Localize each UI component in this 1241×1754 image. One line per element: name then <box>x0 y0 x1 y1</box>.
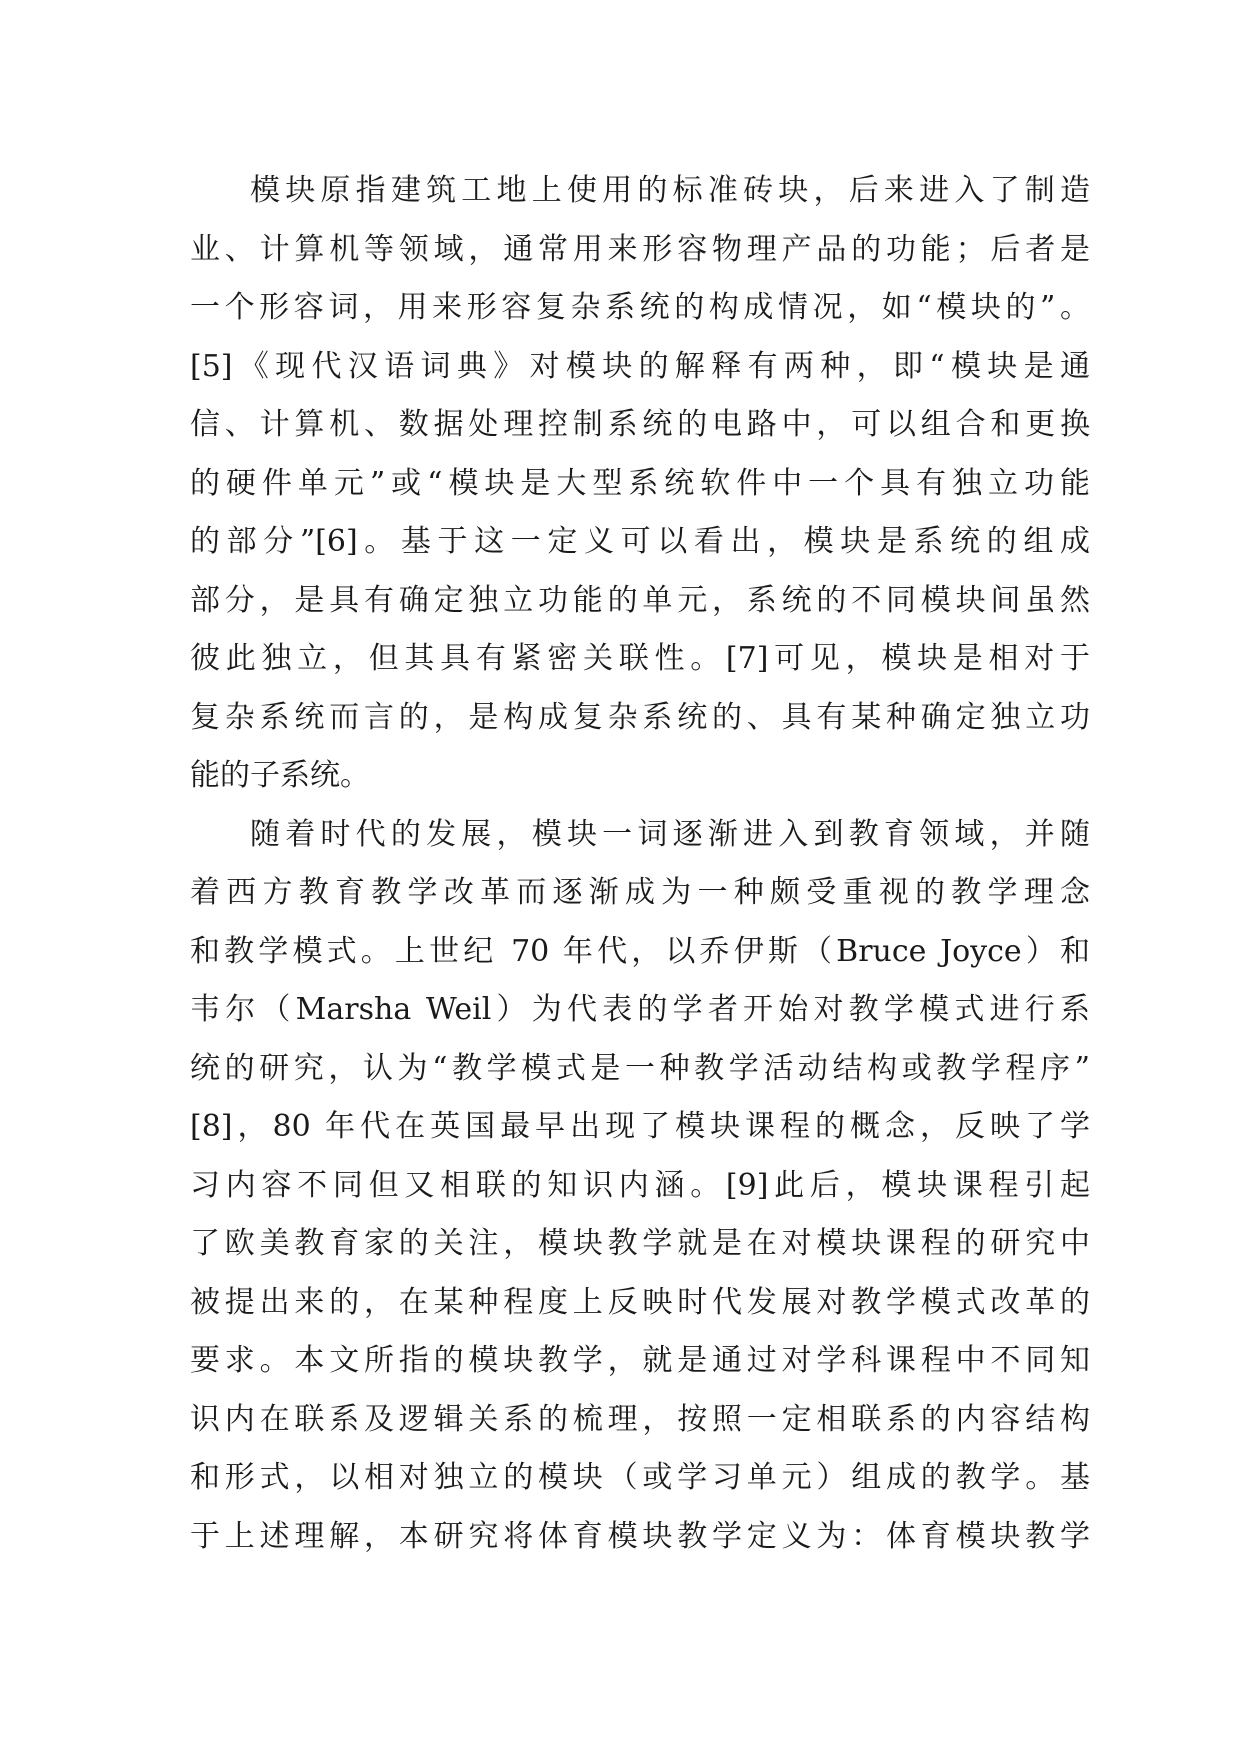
text-line: 能的子系统。 <box>190 758 370 793</box>
text-line: 部分，是具有确定独立功能的单元，系统的不同模块间虽然 <box>190 582 1090 618</box>
body-text <box>190 162 1090 1566</box>
text-line: 韦尔（Marsha Weil）为代表的学者开始对教学模式进行系 <box>190 992 1090 1027</box>
text-line: 了欧美教育家的关注，模块教学就是在对模块课程的研究中 <box>190 1226 1090 1261</box>
text-line: 模块原指建筑工地上使用的标准砖块，后来进入了制造 <box>250 173 1090 208</box>
paragraph-2 <box>190 806 1090 1567</box>
text-line: 被提出来的，在某种程度上反映时代发展对教学模式改革的 <box>190 1284 1090 1320</box>
text-line: 于上述理解，本研究将体育模块教学定义为：体育模块教学 <box>190 1518 1090 1554</box>
text-line: 着西方教育教学改革而逐渐成为一种颇受重视的教学理念 <box>190 875 1090 910</box>
text-line: 的硬件单元”或“模块是大型系统软件中一个具有独立功能 <box>190 465 1090 501</box>
text-line: 彼此独立，但其具有紧密关联性。[7]可见，模块是相对于 <box>190 641 1090 676</box>
text-line: 习内容不同但又相联的知识内涵。[9]此后，模块课程引起 <box>190 1167 1090 1203</box>
text-line: 统的研究，认为“教学模式是一种教学活动结构或教学程序” <box>190 1050 1090 1086</box>
text-line: 和形式，以相对独立的模块（或学习单元）组成的教学。基 <box>190 1460 1090 1495</box>
text-line: 业、计算机等领域，通常用来形容物理产品的功能；后者是 <box>190 231 1090 267</box>
text-line: [5]《现代汉语词典》对模块的解释有两种，即“模块是通 <box>190 348 1090 384</box>
text-line: 信、计算机、数据处理控制系统的电路中，可以组合和更换 <box>190 407 1090 442</box>
text-line: 识内在联系及逻辑关系的梳理，按照一定相联系的内容结构 <box>190 1401 1090 1437</box>
text-line: 复杂系统而言的，是构成复杂系统的、具有某种确定独立功 <box>190 699 1090 735</box>
text-line: 一个形容词，用来形容复杂系统的构成情况，如“模块的”。 <box>190 290 1090 325</box>
text-line: [8]，80 年代在英国最早出现了模块课程的概念，反映了学 <box>190 1109 1090 1144</box>
text-line: 随着时代的发展，模块一词逐渐进入到教育领域，并随 <box>250 816 1090 852</box>
text-line: 要求。本文所指的模块教学，就是通过对学科课程中不同知 <box>190 1343 1090 1378</box>
text-line: 的部分”[6]。基于这一定义可以看出，模块是系统的组成 <box>190 524 1090 559</box>
paragraph-1 <box>190 162 1090 806</box>
text-line: 和教学模式。上世纪 70 年代，以乔伊斯（Bruce Joyce）和 <box>190 933 1090 969</box>
